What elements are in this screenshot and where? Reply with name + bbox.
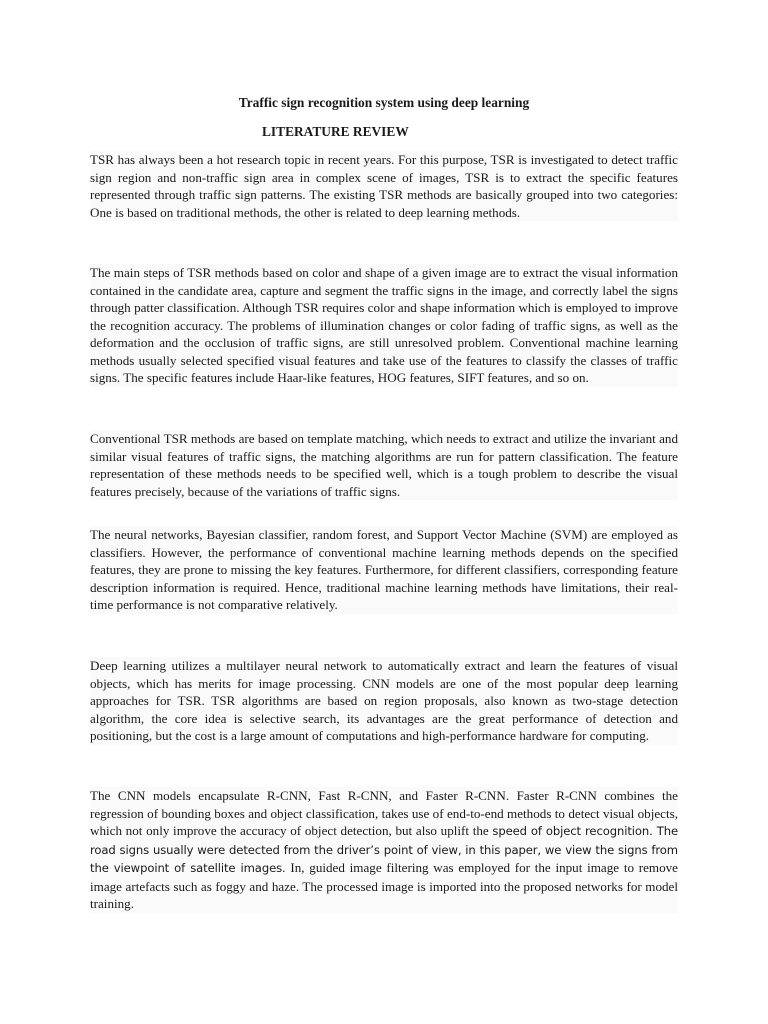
paragraph-6	[90, 787, 678, 913]
paragraph-6-part-1: The CNN models encapsulate R-CNN, Fast R-CNN, and Faster R-CNN. Faster R-CNN combines the regression of bounding boxes and object classification, takes use of end-to-end methods to detect visual objects, which not only improve the accuracy of object detection, but also uplift the	[90, 788, 678, 838]
paragraph-2: The main steps of TSR methods based on color and shape of a given image are to extract the visual information contained in the candidate area, capture and segment the traffic signs in the image, and correctly label the signs through patter classification. Although TSR requires color and shape information which is employed to improve the recognition accuracy. The problems of illumination changes or color fading of traffic signs, as well as the deformation and the occlusion of traffic signs, are still unresolved problem. Conventional machine learning methods usually selected specified visual features and take use of the features to classify the classes of traffic signs. The specific features include Haar-like features, HOG features, SIFT features, and so on.	[90, 265, 678, 385]
section-heading: LITERATURE REVIEW	[262, 124, 409, 139]
document-title: Traffic sign recognition system using deep learning	[238, 95, 530, 110]
paragraph-3: Conventional TSR methods are based on template matching, which needs to extract and utilize the invariant and similar visual features of traffic signs, the matching algorithms are run for pattern classification. The feature representation of these methods needs to be specified well, which is a tough problem to describe the visual features precisely, because of the variations of traffic signs.	[90, 431, 678, 499]
paragraph-5: Deep learning utilizes a multilayer neural network to automatically extract and learn the features of visual objects, which has merits for image processing. CNN models are one of the most popular deep learning approaches for TSR. TSR algorithms are based on region proposals, also known as two-stage detection algorithm, the core idea is selective search, its advantages are the great performance of detection and positioning, but the cost is a large amount of computations and high-performance hardware for computing.	[90, 658, 678, 743]
paragraph-6-part-2: speed of object recognition. The road signs usually were detected from the driver’s point of view, in this paper, we view the signs from the viewpoint of satellite images.	[90, 824, 678, 875]
paragraph-6-part-3: In, guided image filtering was employed for the input image to remove image artefacts such as foggy and haze. The processed image is imported into the proposed networks for model training.	[90, 860, 678, 911]
paragraph-1: TSR has always been a hot research topic in recent years. For this purpose, TSR is investigated to detect traffic sign region and non-traffic sign area in complex scene of images, TSR is to extract the specific features represented through traffic sign patterns. The existing TSR methods are basically grouped into two categories: One is based on traditional methods, the other is related to deep learning methods.	[90, 152, 678, 220]
paragraph-4: The neural networks, Bayesian classifier, random forest, and Support Vector Machine (SVM) are employed as classifiers. However, the performance of conventional machine learning methods depends on the specified features, they are prone to missing the key features. Furthermore, for different classifiers, corresponding feature description information is required. Hence, traditional machine learning methods have limitations, their real-time performance is not comparative relatively.	[90, 527, 678, 612]
